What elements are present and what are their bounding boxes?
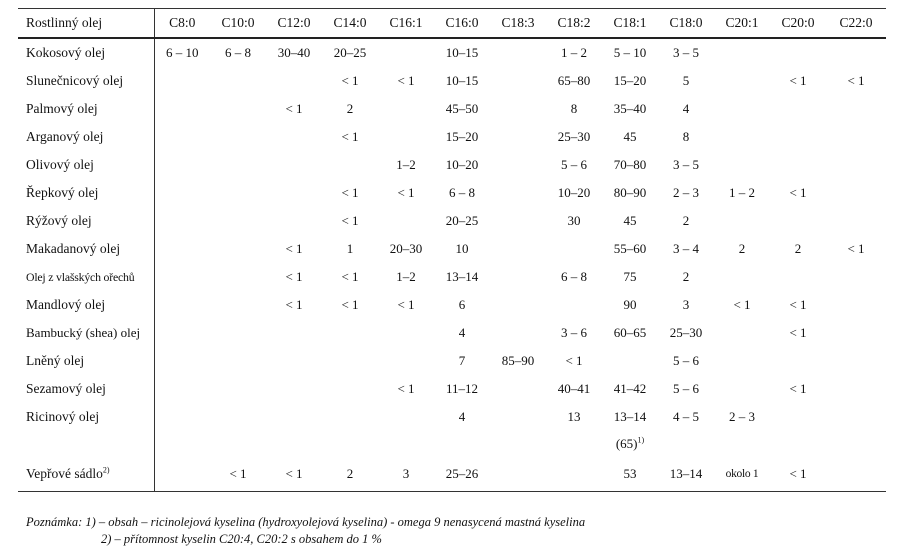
table-cell: < 1 [210,457,266,492]
table-cell [490,375,546,403]
table-cell [602,347,658,375]
header-col: C8:0 [154,9,210,39]
table-cell [490,457,546,492]
row-name: Vepřové sádlo$^{2)}$ [18,457,154,492]
table-cell [490,151,546,179]
table-cell [714,375,770,403]
header-col: C12:0 [266,9,322,39]
table-cell [546,291,602,319]
header-col: C16:0 [434,9,490,39]
table-cell: < 1 [847,73,865,88]
header-col: C10:0 [210,9,266,39]
header-row [18,9,886,39]
table-cell: < 1 [341,129,359,144]
table-cell [714,95,770,123]
footnotes [26,514,585,548]
table-cell [266,151,322,179]
table-cell [714,263,770,291]
table-cell: 4 – 5 [673,409,699,424]
table-cell: 1–2 [396,157,416,172]
table-cell [826,403,886,431]
table-row [18,457,886,492]
table-cell: 10 [455,241,469,256]
header-col: C22:0 [826,9,886,39]
table-cell: 8 [570,101,578,116]
table-cell [154,347,210,375]
table-row [18,263,886,291]
table-cell [154,179,210,207]
table-cell [770,207,826,235]
table-row [18,67,886,95]
row-name: Slunečnicový olej [26,73,124,88]
table-cell: < 1 [770,457,826,492]
table-cell: 10–15 [445,73,479,88]
table-cell: < 1 [341,185,359,200]
row-name: Olivový olej [26,157,94,172]
table-cell [378,319,434,347]
footnote-line-1: Poznámka: 1) – obsah – ricinolejová kyselina (hydroxyolejová kyselina) - omega 9 nenasycená mastná kyselina [26,515,586,529]
table-cell [266,207,322,235]
table-cell: 4 [458,325,466,340]
table-cell [770,347,826,375]
table-cell [826,123,886,151]
footnote-line-2: 2) – přítomnost kyselin C20:4, C20:2 s obsahem do 1 % [101,532,382,546]
row-name: Lněný olej [26,353,85,368]
table-cell [154,95,210,123]
header-col: C18:3 [490,9,546,39]
table-cell [210,291,266,319]
table-cell [714,38,770,67]
table-cell: < 1 [285,297,303,312]
table-cell: 13–14 [445,269,479,284]
table-cell [154,235,210,263]
table-cell [490,291,546,319]
table-row [18,38,886,67]
table-cell: 80–90 [613,185,647,200]
table-cell: 5 – 6 [673,381,699,396]
table-cell [490,179,546,207]
table-cell [154,375,210,403]
table-cell: 30 [567,213,581,228]
table-cell [210,347,266,375]
table-cell [378,207,434,235]
table-cell: 10–15 [445,45,479,60]
table-cell [490,95,546,123]
table-cell: 4 [682,101,690,116]
table-cell [266,347,322,375]
table-cell: 1 – 2 [561,45,587,60]
table-cell: 45 [623,213,637,228]
table-cell: 6 – 8 [449,185,475,200]
header-name: Rostlinný olej [18,9,154,39]
table-cell [322,403,378,431]
table-cell: okolo 1 [714,457,770,492]
table-cell [378,403,434,431]
table-cell [490,263,546,291]
table-cell: 70–80 [613,157,647,172]
header-col: C20:0 [770,9,826,39]
table-cell [154,123,210,151]
table-cell [154,151,210,179]
table-cell: 2 [682,213,690,228]
table-cell: < 1 [847,241,865,256]
table-cell [770,151,826,179]
table-cell: 85–90 [501,353,535,368]
table-cell: 15–20 [445,129,479,144]
table-cell: < 1 [789,381,807,396]
table-cell: < 1 [341,297,359,312]
table-cell [490,123,546,151]
table-cell: 6 – 8 [225,45,251,60]
table-row [18,347,886,375]
table-cell [154,207,210,235]
table-cell [154,457,210,492]
table-cell [826,375,886,403]
table-cell [490,38,546,67]
table-row [18,235,886,263]
table-cell [826,347,886,375]
table-cell: 3 – 5 [673,45,699,60]
table-cell [490,207,546,235]
table-row [18,123,886,151]
table-cell [266,179,322,207]
table-cell [770,263,826,291]
table-cell: < 1 [397,297,415,312]
table-cell: 2 [794,241,802,256]
table-cell: 3 – 4 [673,241,699,256]
table-cell: < 1 [789,325,807,340]
table-cell: 20–25 [333,45,367,60]
table-cell: 6 [458,297,466,312]
table-cell: 90 [623,297,637,312]
row-name: Makadanový olej [26,241,121,256]
table-cell [266,67,322,95]
table-cell [490,319,546,347]
table-cell: 2 [322,457,378,492]
table-cell [266,123,322,151]
table-cell [322,347,378,375]
table-cell: 41–42 [613,381,647,396]
table-cell: 20–30 [389,241,423,256]
table-cell [210,403,266,431]
table-cell: 65–80 [557,73,591,88]
table-cell: 10–20 [557,185,591,200]
row-name: Řepkový olej [26,185,99,200]
header-col: C14:0 [322,9,378,39]
table-cell [770,123,826,151]
row-name: Arganový olej [26,129,104,144]
ricin-footnote-value: $(65)^{1)}$ [615,435,645,451]
table-cell: 1–2 [396,269,416,284]
table-cell: 6 – 10 [154,38,210,67]
table-cell: 13–14 [613,409,647,424]
table-cell: 1 [346,241,354,256]
row-name: Rýžový olej [26,213,92,228]
table-cell [714,347,770,375]
table-cell: 30–40 [277,45,311,60]
header-col: C16:1 [378,9,434,39]
header-col: C18:0 [658,9,714,39]
table-cell [826,151,886,179]
table-cell [826,95,886,123]
table-cell: 6 – 8 [561,269,587,284]
fatty-acid-table-wrapper [18,8,886,492]
table-cell [378,123,434,151]
table-cell [714,319,770,347]
table-cell [154,263,210,291]
table-cell [826,319,886,347]
row-name: Palmový olej [26,101,98,116]
table-cell: < 1 [285,101,303,116]
table-cell: 5 – 6 [673,353,699,368]
table-cell: 40–41 [557,381,591,396]
table-cell: 13–14 [658,457,714,492]
table-cell: 53 [602,457,658,492]
row-name: Bambucký (shea) olej [26,325,141,340]
table-cell [490,235,546,263]
table-cell: 2 [682,269,690,284]
table-cell: 55–60 [613,241,647,256]
header-col: C18:2 [546,9,602,39]
table-cell [714,67,770,95]
table-cell: 5 – 6 [561,157,587,172]
table-cell [154,291,210,319]
table-cell: 3 [682,297,690,312]
table-cell [154,403,210,431]
table-cell [826,263,886,291]
row-name: Kokosový olej [26,45,106,60]
table-cell: 75 [623,269,637,284]
table-cell [378,38,434,67]
table-row [18,403,886,431]
table-cell [714,151,770,179]
row-name: Mandlový olej [26,297,106,312]
table-cell [770,38,826,67]
table-cell [210,319,266,347]
table-cell [210,151,266,179]
table-cell: 5 – 10 [613,45,647,60]
table-cell: 25–26 [434,457,490,492]
table-cell: 7 [458,353,466,368]
table-row [18,375,886,403]
table-cell: < 1 [733,297,751,312]
table-body [18,38,886,492]
table-cell: 25–30 [669,325,703,340]
table-cell: < 1 [789,185,807,200]
row-name: Ricinový olej [26,409,100,424]
table-cell: < 1 [789,73,807,88]
table-cell: 2 [346,101,354,116]
table-cell [266,375,322,403]
table-cell [546,457,602,492]
table-cell [378,95,434,123]
table-cell: 3 – 6 [561,325,587,340]
table-cell: 35–40 [613,101,647,116]
table-cell: < 1 [397,185,415,200]
table-cell: 45 [623,129,637,144]
table-cell [154,67,210,95]
fatty-acid-table [18,8,886,492]
table-cell [826,38,886,67]
table-cell [770,403,826,431]
table-cell: < 1 [266,457,322,492]
table-cell: < 1 [341,213,359,228]
header-col: C18:1 [602,9,658,39]
table-cell: 20–25 [445,213,479,228]
table-cell: < 1 [397,381,415,396]
table-cell: 15–20 [613,73,647,88]
table-cell [154,319,210,347]
table-cell [714,123,770,151]
table-cell [490,403,546,431]
table-cell [826,207,886,235]
table-cell [490,67,546,95]
table-row [18,179,886,207]
table-cell [546,235,602,263]
table-cell [210,375,266,403]
table-cell: 3 [378,457,434,492]
table-cell: 8 [682,129,690,144]
table-cell: 3 – 5 [673,157,699,172]
table-cell [770,95,826,123]
table-row [18,291,886,319]
table-cell: 5 [682,73,690,88]
table-row [18,319,886,347]
table-cell: 11–12 [445,381,479,396]
table-cell: 1 – 2 [729,185,755,200]
table-cell [322,375,378,403]
table-cell [210,95,266,123]
table-cell [322,151,378,179]
table-cell [210,123,266,151]
table-cell: < 1 [341,269,359,284]
table-cell: 2 – 3 [729,409,755,424]
table-cell: < 1 [397,73,415,88]
table-cell [826,179,886,207]
table-cell [714,207,770,235]
table-cell [826,457,886,492]
row-name: Sezamový olej [26,381,106,396]
table-cell: < 1 [565,353,583,368]
table-cell: 4 [458,409,466,424]
table-row [18,431,886,457]
table-cell [210,67,266,95]
table-cell: 60–65 [613,325,647,340]
table-cell [378,347,434,375]
table-cell [210,263,266,291]
table-cell: 25–30 [557,129,591,144]
table-cell [210,235,266,263]
table-cell [322,319,378,347]
table-cell [210,207,266,235]
table-cell: < 1 [341,73,359,88]
table-cell: 45–50 [445,101,479,116]
table-row [18,207,886,235]
header-col: C20:1 [714,9,770,39]
table-cell [266,319,322,347]
table-cell [210,179,266,207]
table-cell: 10–20 [445,157,479,172]
row-name [18,431,154,457]
table-cell: < 1 [285,269,303,284]
table-cell: 2 – 3 [673,185,699,200]
row-name: Olej z vlašských ořechů [26,269,135,284]
table-row [18,95,886,123]
table-cell: 13 [567,409,581,424]
table-cell: < 1 [285,241,303,256]
table-row [18,151,886,179]
table-cell: < 1 [789,297,807,312]
table-cell [266,403,322,431]
table-cell [826,291,886,319]
table-cell: 2 [738,241,746,256]
